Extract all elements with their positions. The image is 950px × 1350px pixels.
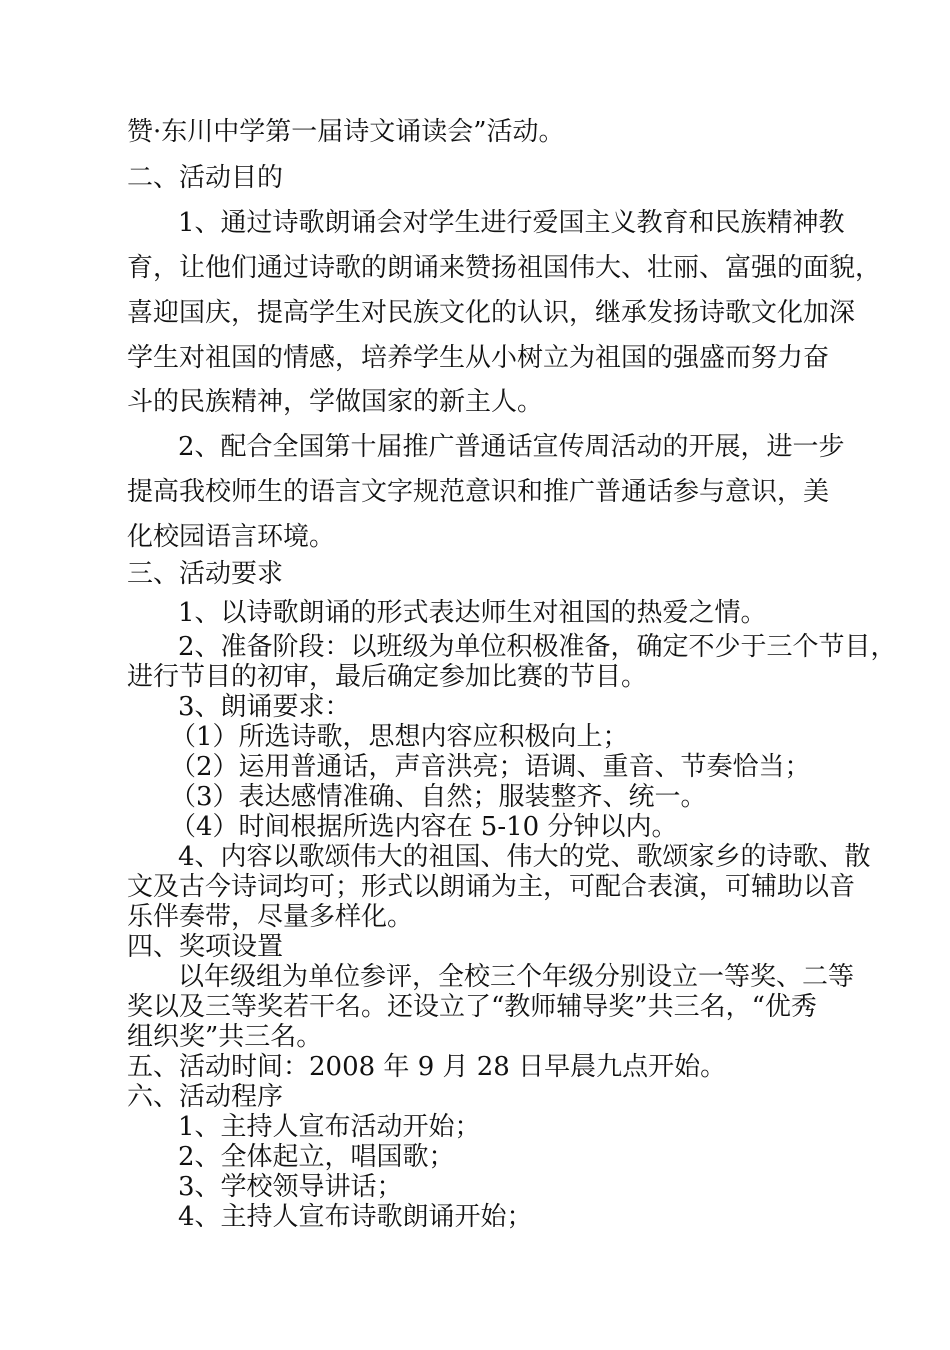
section-heading-purpose: 二、活动目的 [127, 163, 284, 193]
section-heading-requirements: 三、活动要求 [127, 559, 284, 589]
text-line: 奖以及三等奖若干名。还设立了“教师辅导奖”共三名，“优秀 [127, 992, 817, 1022]
text-line: 学生对祖国的情感，培养学生从小树立为祖国的强盛而努力奋 [127, 343, 830, 373]
text-line: 4、主持人宣布诗歌朗诵开始； [178, 1202, 533, 1232]
text-line: 提高我校师生的语言文字规范意识和推广普通话参与意识，美 [127, 477, 830, 507]
section-heading-awards: 四、奖项设置 [127, 932, 284, 962]
text-line: 4、内容以歌颂伟大的祖国、伟大的党、歌颂家乡的诗歌、散 [178, 842, 871, 872]
text-line: 进行节目的初审，最后确定参加比赛的节目。 [127, 662, 648, 692]
text-line: 斗的民族精神，学做国家的新主人。 [127, 387, 544, 417]
text-line: 赞·东川中学第一届诗文诵读会”活动。 [127, 117, 565, 147]
text-line: 文及古今诗词均可；形式以朗诵为主，可配合表演，可辅助以音 [127, 872, 856, 902]
text-line: 2、全体起立，唱国歌； [178, 1142, 455, 1172]
text-line: 1、以诗歌朗诵的形式表达师生对祖国的热爱之情。 [178, 598, 767, 628]
section-heading-program: 六、活动程序 [127, 1082, 284, 1112]
text-line: 以年级组为单位参评，全校三个年级分别设立一等奖、二等 [178, 962, 855, 992]
text-line: 3、学校领导讲话； [178, 1172, 403, 1202]
text-line: 3、朗诵要求： [178, 692, 351, 722]
text-line: 组织奖”共三名。 [127, 1022, 323, 1052]
text-line: 化校园语言环境。 [127, 522, 336, 552]
text-line: 1、主持人宣布活动开始； [178, 1112, 481, 1142]
text-line: （3）表达感情准确、自然；服装整齐、统一。 [170, 782, 707, 812]
text-line: 2、准备阶段：以班级为单位积极准备，确定不少于三个节目， [178, 632, 897, 662]
text-line: 乐伴奏带，尽量多样化。 [127, 902, 414, 932]
text-line: 1、通过诗歌朗诵会对学生进行爱国主义教育和民族精神教 [178, 208, 845, 238]
text-line: （4）时间根据所选内容在 5-10 分钟以内。 [170, 812, 678, 842]
text-line: （2）运用普通话，声音洪亮；语调、重音、节奏恰当； [170, 752, 811, 782]
text-line: 育，让他们通过诗歌的朗诵来赞扬祖国伟大、壮丽、富强的面貌， [127, 253, 882, 283]
section-heading-time: 五、活动时间：2008 年 9 月 28 日早晨九点开始。 [127, 1052, 727, 1082]
text-line: 喜迎国庆，提高学生对民族文化的认识，继承发扬诗歌文化加深 [127, 298, 856, 328]
text-line: 2、配合全国第十届推广普通话宣传周活动的开展，进一步 [178, 432, 845, 462]
text-line: （1）所选诗歌，思想内容应积极向上； [170, 722, 629, 752]
